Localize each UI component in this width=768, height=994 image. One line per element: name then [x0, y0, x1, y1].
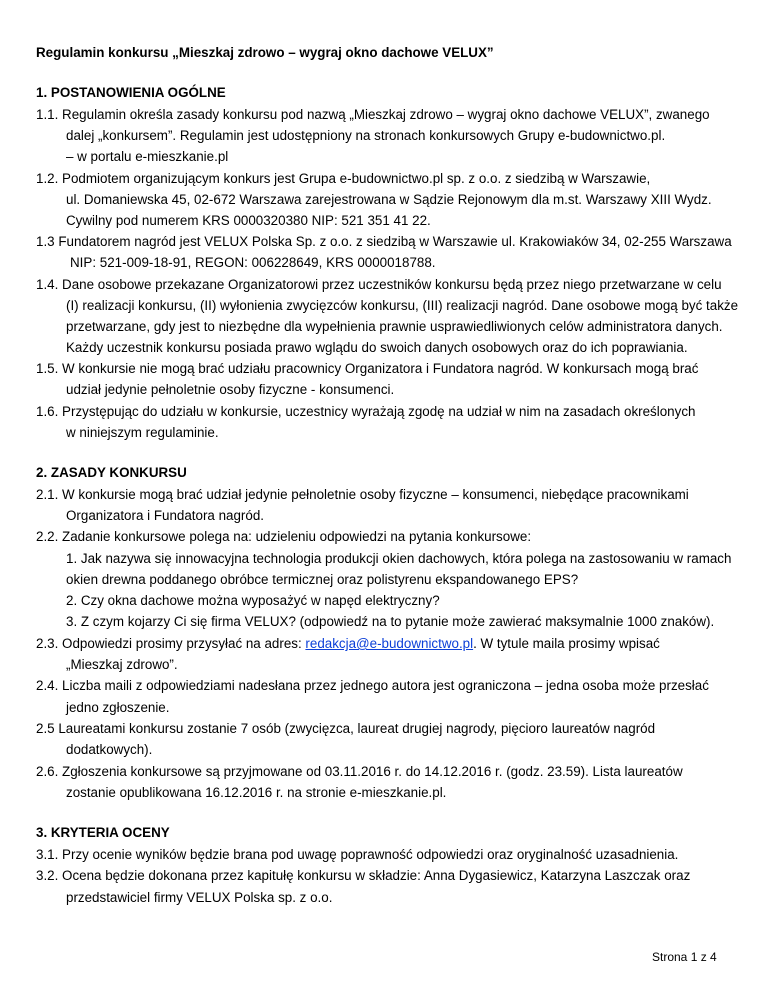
paragraph-line: 2.4. Liczba maili z odpowiedziami nadesłana przez jednego autora jest ograniczona – jedna osoba może przesłać: [36, 678, 709, 693]
paragraph-text: 2.3. Odpowiedzi prosimy przysyłać na adres:: [36, 636, 306, 651]
paragraph-line: 2.5 Laureatami konkursu zostanie 7 osób (zwycięzca, laureat drugiej nagrody, pięcioro laureatów nagród: [36, 721, 656, 736]
paragraph-line: przetwarzane, gdy jest to niezbędne dla wypełnienia prawnie usprawiedliwionych celów administratora danych.: [66, 319, 723, 334]
paragraph-line: dodatkowych).: [66, 742, 153, 757]
paragraph-line: dalej „konkursem”. Regulamin jest udostępniony na stronach konkursowych Grupy e-budownictwo.pl.: [66, 128, 666, 143]
paragraph-line: [36, 635, 660, 653]
paragraph-line: 1.3 Fundatorem nagród jest VELUX Polska Sp. z o.o. z siedzibą w Warszawie ul. Krakowiaków 34, 02-255 Warszawa: [36, 234, 732, 249]
paragraph-text: . W tytule maila prosimy wpisać: [473, 636, 660, 651]
question-line: okien drewna poddanego obróbce termicznej oraz polistyrenu ekspandowanego EPS?: [66, 572, 579, 587]
paragraph-line: przedstawiciel firmy VELUX Polska sp. z o.o.: [66, 890, 333, 905]
section-heading: 3. KRYTERIA OCENY: [36, 825, 170, 840]
paragraph-line: Cywilny pod numerem KRS 0000320380 NIP: 521 351 41 22.: [66, 213, 431, 228]
section-heading: 1. POSTANOWIENIA OGÓLNE: [36, 85, 226, 100]
paragraph-line: ul. Domaniewska 45, 02-672 Warszawa zarejestrowana w Sądzie Rejonowym dla m.st. Warszawy XIII Wydz.: [66, 192, 712, 207]
paragraph-line: 3.2. Ocena będzie dokonana przez kapitułę konkursu w składzie: Anna Dygasiewicz, Katarzyna Laszczak oraz: [36, 868, 691, 883]
page-number: Strona 1 z 4: [652, 950, 717, 964]
paragraph-line: „Mieszkaj zdrowo”.: [66, 657, 178, 672]
question-line: 3. Z czym kojarzy Ci się firma VELUX? (odpowiedź na to pytanie może zawierać maksymalnie 1000 znaków).: [66, 614, 715, 629]
paragraph-line: 1.2. Podmiotem organizującym konkurs jest Grupa e-budownictwo.pl sp. z o.o. z siedzibą w Warszawie,: [36, 171, 651, 186]
question-line: 2. Czy okna dachowe można wyposażyć w napęd elektryczny?: [66, 593, 440, 608]
paragraph-line: – w portalu e-mieszkanie.pl: [66, 149, 229, 164]
paragraph-line: NIP: 521-009-18-91, REGON: 006228649, KRS 0000018788.: [70, 255, 436, 270]
paragraph-line: 1.6. Przystępując do udziału w konkursie, uczestnicy wyrażają zgodę na udział w nim na zasadach określonych: [36, 404, 696, 419]
question-line: 1. Jak nazywa się innowacyjna technologia produkcji okien dachowych, która polega na zastosowaniu w ramach: [66, 551, 732, 566]
section-heading: 2. ZASADY KONKURSU: [36, 465, 187, 480]
paragraph-line: 1.5. W konkursie nie mogą brać udziału pracownicy Organizatora i Fundatora nagród. W konkursach mogą brać: [36, 361, 699, 376]
paragraph-line: zostanie opublikowana 16.12.2016 r. na stronie e-mieszkanie.pl.: [66, 785, 447, 800]
paragraph-line: 2.2. Zadanie konkursowe polega na: udzieleniu odpowiedzi na pytania konkursowe:: [36, 529, 532, 544]
email-link[interactable]: redakcja@e-budownictwo.pl: [305, 636, 474, 651]
paragraph-line: w niniejszym regulaminie.: [66, 425, 219, 440]
paragraph-line: 1.1. Regulamin określa zasady konkursu pod nazwą „Mieszkaj zdrowo – wygraj okno dachowe VELUX”, zwanego: [36, 107, 710, 122]
paragraph-line: 2.6. Zgłoszenia konkursowe są przyjmowane od 03.11.2016 r. do 14.12.2016 r. (godz. 23.59). Lista laureatów: [36, 764, 683, 779]
paragraph-line: udział jedynie pełnoletnie osoby fizyczne - konsumenci.: [66, 382, 395, 397]
paragraph-line: 1.4. Dane osobowe przekazane Organizatorowi przez uczestników konkursu będą przez niego przetwarzane w celu: [36, 277, 722, 292]
paragraph-line: Organizatora i Fundatora nagród.: [66, 508, 265, 523]
paragraph-line: 2.1. W konkursie mogą brać udział jedynie pełnoletnie osoby fizyczne – konsumenci, niebędące pracownikami: [36, 487, 689, 502]
paragraph-line: (I) realizacji konkursu, (II) wyłonienia zwycięzców konkursu, (III) realizacji nagród. Dane osobowe mogą być także: [66, 298, 739, 313]
paragraph-line: 3.1. Przy ocenie wyników będzie brana pod uwagę poprawność odpowiedzi oraz oryginalność uzasadnienia.: [36, 847, 679, 862]
paragraph-line: jedno zgłoszenie.: [66, 700, 170, 715]
document-title: Regulamin konkursu „Mieszkaj zdrowo – wygraj okno dachowe VELUX”: [36, 45, 494, 60]
paragraph-line: Każdy uczestnik konkursu posiada prawo wglądu do swoich danych osobowych oraz do ich poprawiania.: [66, 340, 688, 355]
